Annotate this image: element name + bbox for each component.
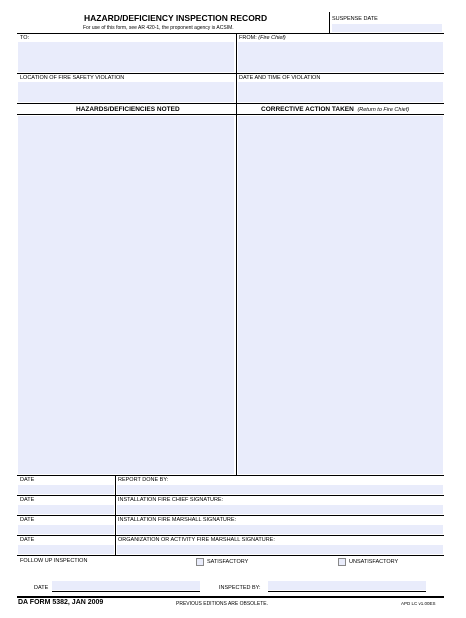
divider [268,591,426,592]
divider [17,103,444,104]
from-field[interactable] [238,42,443,72]
divider [115,475,116,555]
corrective-note: (Return to Fire Chief) [357,107,410,113]
divider [17,33,444,34]
date-field[interactable] [18,525,114,534]
from-label: FROM: (Fire Chief) [239,35,286,41]
date-label: DATE [20,537,35,543]
org-fire-marshall-signature-field[interactable] [117,545,443,554]
follow-up-date-label: DATE [34,585,49,591]
satisfactory-label: SATISFACTORY [207,559,249,565]
suspense-date-field[interactable] [332,24,442,32]
from-note: (Fire Chief) [258,35,286,41]
divider [17,475,444,476]
divider [17,596,444,598]
report-done-by-label: REPORT DONE BY: [118,477,169,483]
date-label: DATE [20,477,35,483]
hazards-textarea[interactable] [18,116,234,474]
form-title: HAZARD/DEFICIENCY INSPECTION RECORD [84,13,268,23]
fire-chief-signature-label: INSTALLATION FIRE CHIEF SIGNATURE: [118,497,224,503]
fire-marshall-signature-label: INSTALLATION FIRE MARSHALL SIGNATURE: [118,517,237,523]
divider [17,515,444,516]
date-label: DATE [20,517,35,523]
follow-up-label: FOLLOW UP INSPECTION [20,558,88,564]
corrective-textarea[interactable] [238,116,443,474]
follow-up-date-field[interactable] [52,581,200,590]
fire-marshall-signature-field[interactable] [117,525,443,534]
report-done-by-field[interactable] [117,485,443,494]
divider [17,555,444,556]
editions-note: PREVIOUS EDITIONS ARE OBSOLETE. [176,601,268,607]
unsatisfactory-label: UNSATISFACTORY [349,559,399,565]
divider [17,73,444,74]
date-field[interactable] [18,505,114,514]
hazards-header: HAZARDS/DEFICIENCIES NOTED [76,106,180,113]
corrective-header: CORRECTIVE ACTION TAKEN (Return to Fire Chief) [261,106,410,113]
form-subtitle: For use of this form, see AR 420-1, the proponent agency is ACSIM. [83,25,234,31]
suspense-date-label: SUSPENSE DATE [332,16,378,22]
version-label: APD LC v1.00ES [401,601,436,606]
divider [329,12,330,33]
org-fire-marshall-signature-label: ORGANIZATION OR ACTIVITY FIRE MARSHALL SIGNATURE: [118,537,275,543]
date-field[interactable] [18,485,114,494]
location-label: LOCATION OF FIRE SAFETY VIOLATION [20,75,125,81]
divider [17,495,444,496]
inspected-by-label: INSPECTED BY: [219,585,261,591]
date-label: DATE [20,497,35,503]
inspected-by-field[interactable] [268,581,426,590]
divider [17,535,444,536]
date-time-field[interactable] [238,82,443,102]
satisfactory-checkbox[interactable] [196,558,204,566]
fire-chief-signature-field[interactable] [117,505,443,514]
form-id: DA FORM 5382, JAN 2009 [18,599,104,606]
date-field[interactable] [18,545,114,554]
to-field[interactable] [18,42,234,72]
date-time-label: DATE AND TIME OF VIOLATION [239,75,321,81]
divider [17,114,444,115]
unsatisfactory-checkbox[interactable] [338,558,346,566]
location-field[interactable] [18,82,234,102]
divider [236,114,237,475]
to-label: TO: [20,35,30,41]
divider [52,591,200,592]
